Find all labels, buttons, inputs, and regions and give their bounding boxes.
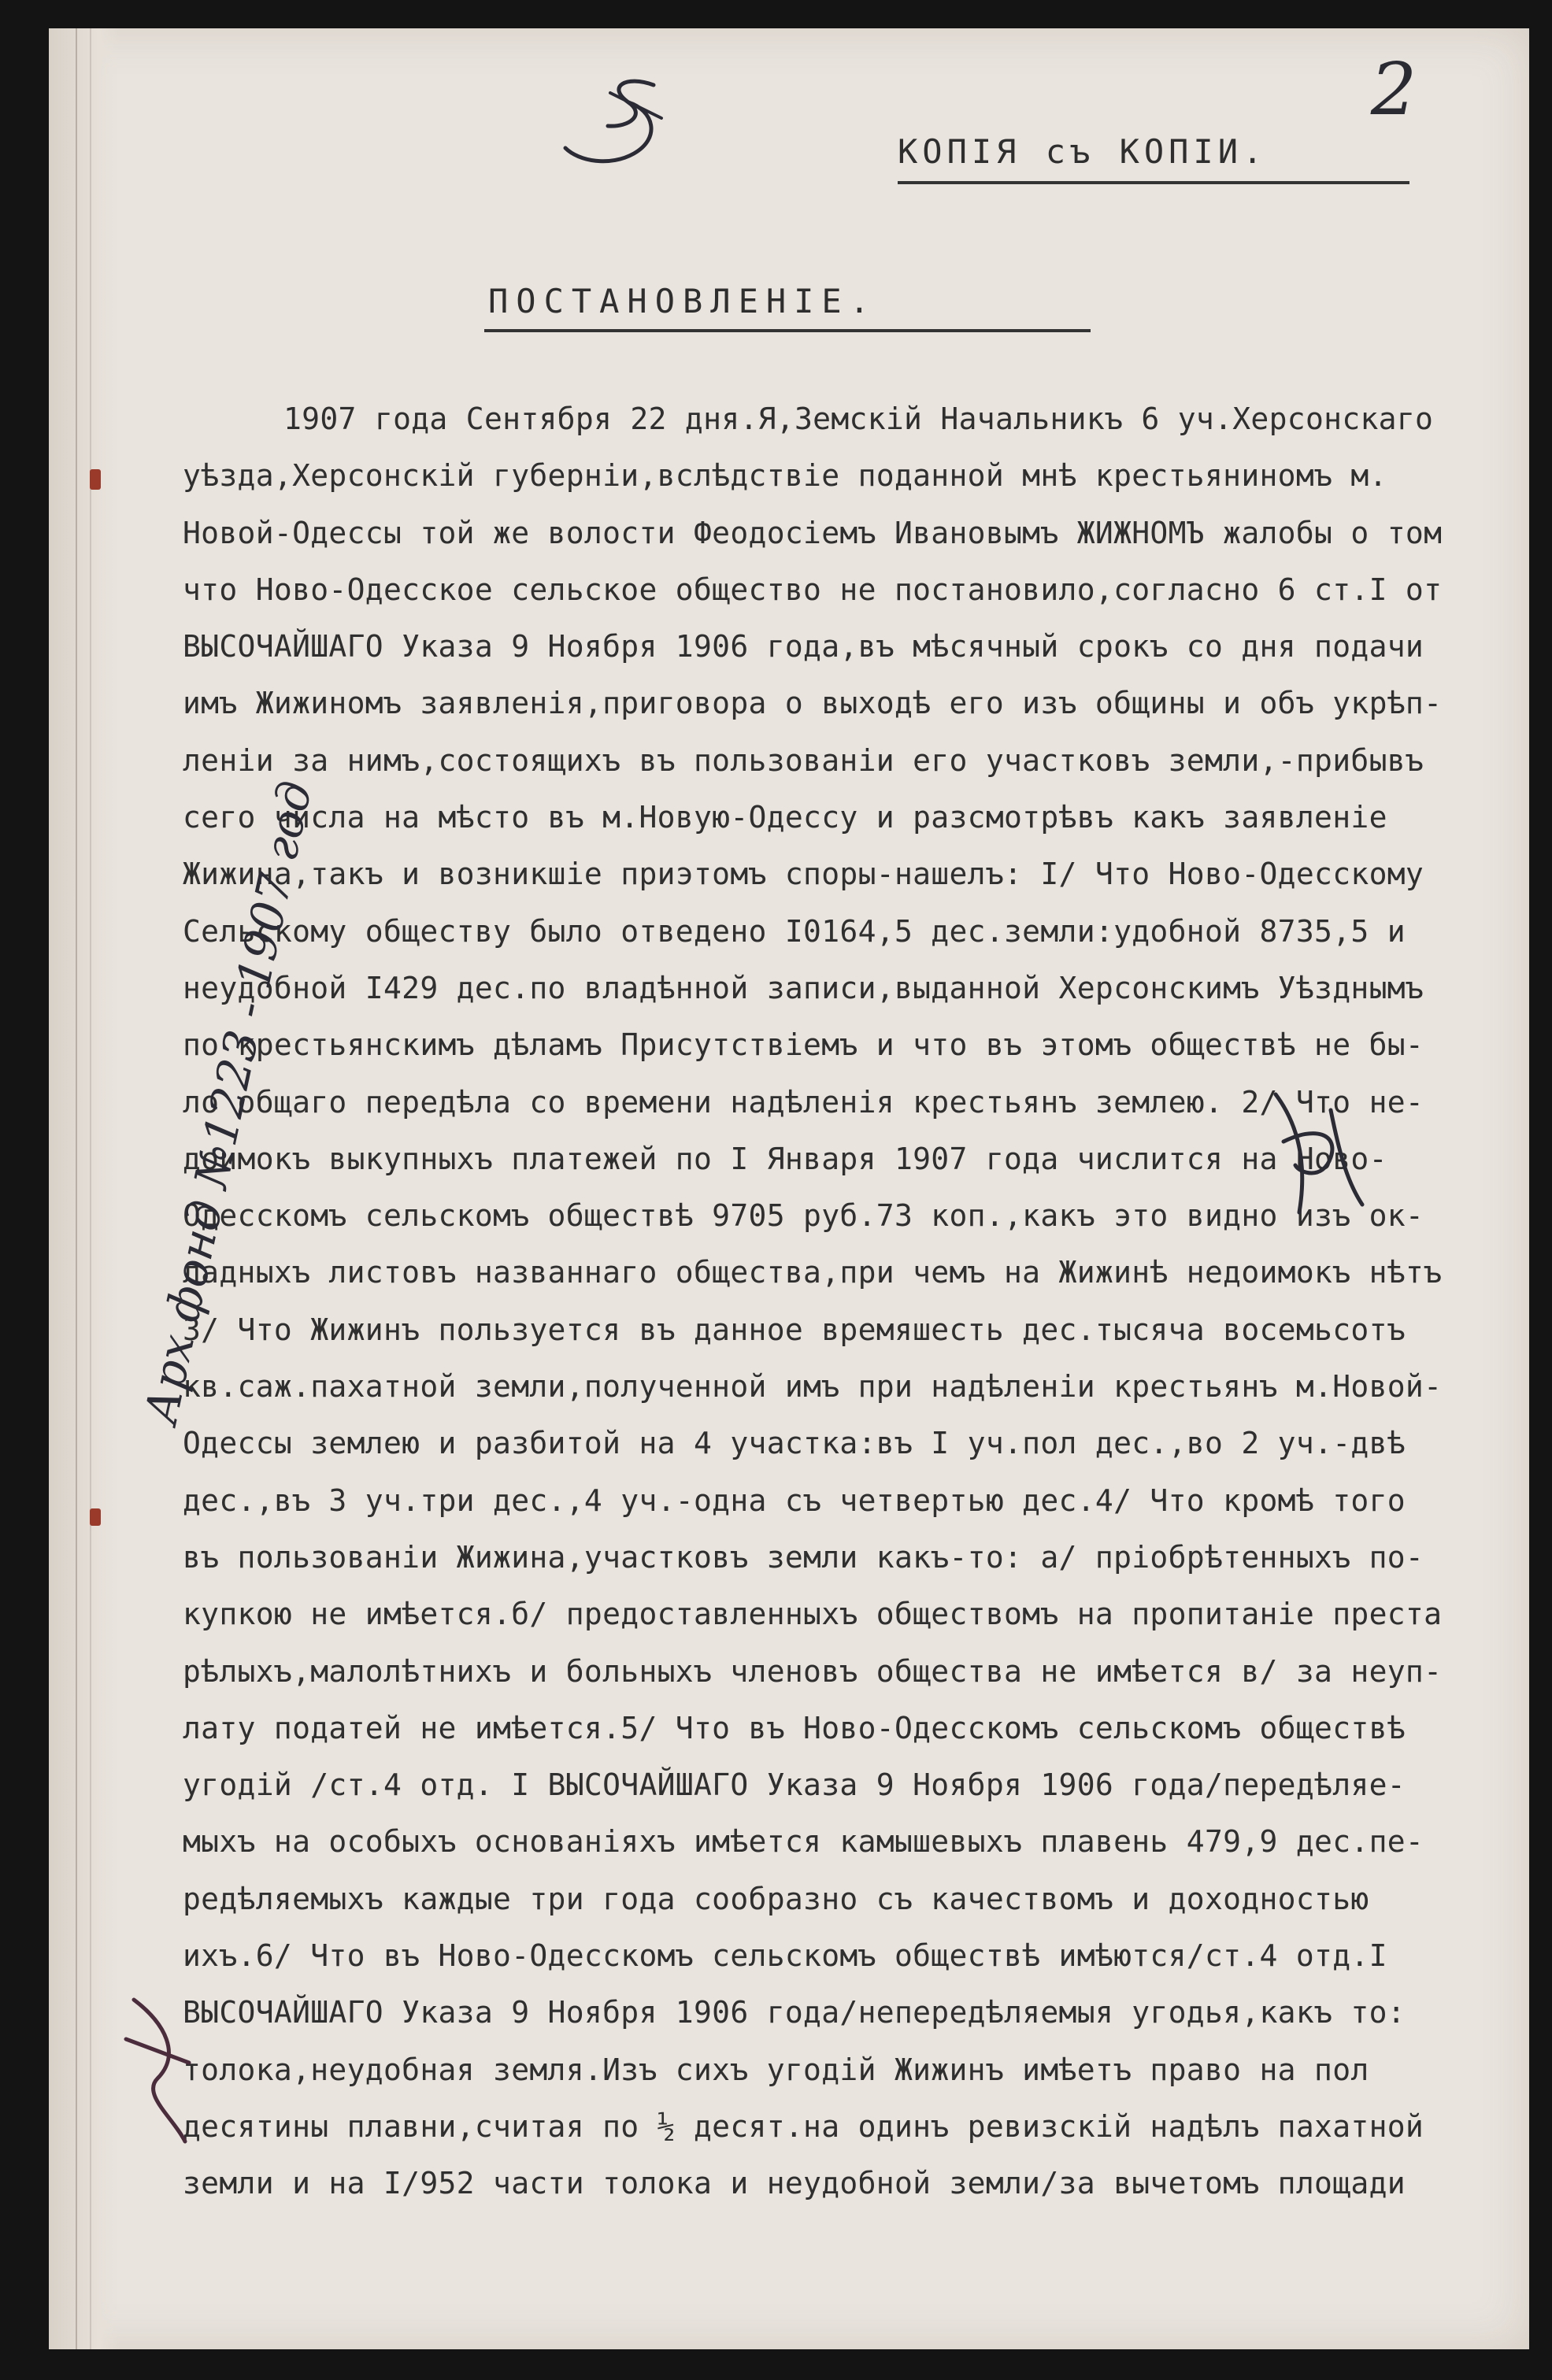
body-line: уѣзда,Херсонскій губерніи,вслѣдствіе поданной мнѣ крестьяниномъ м. (183, 458, 1387, 494)
body-line: 1907 года Сентября 22 дня.Я,Земскій Начальникъ 6 уч.Херсонскаго (283, 402, 1434, 436)
body-line: имъ Жижиномъ заявленія,приговора о выходѣ его изъ общины и объ укрѣп- (183, 686, 1443, 721)
body-line: редѣляемыхъ каждые три года сообразно съ качествомъ и доходностью (183, 1881, 1369, 1916)
body-line: кв.саж.пахатной земли,полученной имъ при надѣленіи крестьянъ м.Новой- (183, 1369, 1443, 1405)
binding-fold-line (76, 28, 77, 2349)
copy-label-underline (898, 181, 1409, 184)
body-line: леніи за нимъ,состоящихъ въ пользованіи его участковъ земли,-прибывъ (183, 742, 1424, 778)
margin-archive-note: Арх фонд №1223 - 1907 год (134, 776, 323, 1429)
copy-label (898, 132, 1402, 189)
body-line: сего числа на мѣсто въ м.Новую-Одессу и разсмотрѣвъ какъ заявленіе (183, 800, 1387, 835)
body-line: неудобной I429 дес.по владѣнной записи,выданной Херсонскимъ Уѣзднымъ (183, 970, 1424, 1005)
body-line: по крестьянскимъ дѣламъ Присутствіемъ и что въ этомъ обществѣ не бы- (183, 1027, 1424, 1063)
body-line: что Ново-Одесское сельское общество не постановило,согласно 6 ст.I от (183, 572, 1443, 607)
body-line: купкою не имѣется.б/ предоставленныхъ обществомъ на пропитаніе преста (183, 1597, 1443, 1632)
body-line: Одесскомъ сельскомъ обществѣ 9705 руб.73 коп.,какъ это видно изъ ок- (183, 1198, 1424, 1234)
body-line: ВЫСОЧАЙШАГО Указа 9 Ноября 1906 года,въ мѣсячный срокъ со дня подачи (183, 629, 1424, 664)
body-line: Новой-Одессы той же волости Феодосіемъ Ивановымъ ЖИЖНОМЪ жалобы о том (183, 515, 1443, 550)
binding-thread-mark (90, 469, 101, 490)
body-line: Одессы землею и разбитой на 4 участка:въ I уч.пол дес.,во 2 уч.-двѣ (183, 1426, 1406, 1461)
binding-thread-mark (90, 1508, 101, 1526)
copy-label-text: КОПІЯ съ КОПІИ. (898, 132, 1268, 171)
body-line: ихъ.6/ Что въ Ново-Одесскомъ сельскомъ обществѣ имѣются/ст.4 отд.I (183, 1938, 1387, 1974)
handwritten-signature-mark (1252, 1079, 1386, 1220)
folio-number: 2 (1370, 47, 1417, 131)
body-line: 3/ Что Жижинъ пользуется въ данное времяшесть дес.тысяча восемьсотъ (183, 1312, 1406, 1347)
document-title (488, 282, 1087, 339)
body-line: земли и на I/952 части толока и неудобной земли/за вычетомъ площади (183, 2166, 1406, 2201)
handwritten-folio-mark (535, 71, 717, 189)
body-line: Жижина,такъ и возникшіе приэтомъ споры-нашелъ: I/ Что Ново-Одесскому (183, 857, 1424, 892)
binding-fold-line-inner (90, 28, 91, 2349)
body-line: угодій /ст.4 отд. I ВЫСОЧАЙШАГО Указа 9 Ноября 1906 года/передѣляе- (183, 1767, 1406, 1803)
body-line: ло общаго передѣла со времени надѣленія крестьянъ землею. 2/ Что не- (183, 1084, 1424, 1120)
body-line: десятины плавни,считая по ½ десят.на одинъ ревизскій надѣлъ пахатной (183, 2108, 1424, 2144)
body-line: доимокъ выкупныхъ платежей по I Января 1907 года числится на Ново- (183, 1141, 1387, 1176)
handwritten-margin-mark (110, 1992, 205, 2149)
body-line: Сельскому обществу было отведено I0164,5 дес.земли:удобной 8735,5 и (183, 913, 1406, 949)
body-line: толока,неудобная земля.Изъ сихъ угодій Жижинъ имѣетъ право на пол (183, 2052, 1369, 2087)
body-line: ВЫСОЧАЙШАГО Указа 9 Ноября 1906 года/непередѣляемыя угодья,какъ то: (183, 1995, 1406, 2030)
document-title-text: ПОСТАНОВЛЕНІЕ. (488, 282, 878, 320)
body-line: ладныхъ листовъ названнаго общества,при чемъ на Жижинѣ недоимокъ нѣтъ (183, 1255, 1443, 1290)
body-line: въ пользованіи Жижина,участковъ земли какъ-то: а/ пріобрѣтенныхъ по- (183, 1539, 1424, 1575)
body-line: лату податей не имѣется.5/ Что въ Ново-Одесскомъ сельскомъ обществѣ (183, 1710, 1406, 1745)
body-line: рѣлыхъ,малолѣтнихъ и больныхъ членовъ общества не имѣется в/ за неуп- (183, 1653, 1443, 1689)
document-title-underline (484, 329, 1091, 332)
body-line: дес.,въ 3 уч.три дес.,4 уч.-одна съ четвертью дес.4/ Что кромѣ того (183, 1482, 1406, 1518)
body-line: мыхъ на особыхъ основаніяхъ имѣется камышевыхъ плавень 479,9 дес.пе- (183, 1824, 1424, 1860)
document-body (183, 390, 1506, 2212)
